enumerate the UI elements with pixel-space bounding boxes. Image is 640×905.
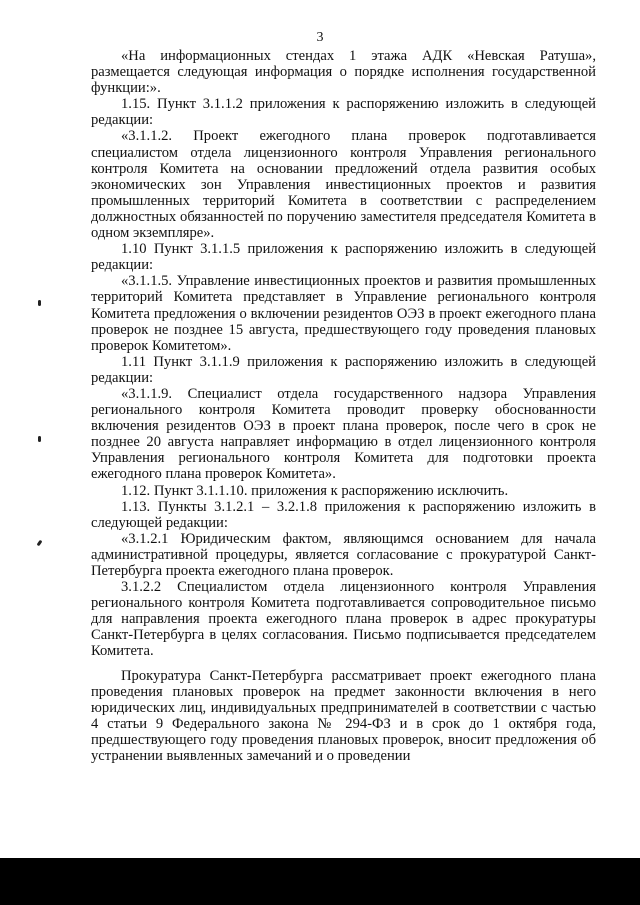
paragraph: 3.1.2.2 Специалистом отдела лицензионного контроля Управления регионального контроля Комитета подготавливается сопроводительное письмо для направления проекта ежегодного плана проверок в адрес прокуратуры Санкт-Петербурга в целях согласования. Письмо подписывается председателем Комитета. <box>91 579 596 660</box>
paragraph: «3.1.1.9. Специалист отдела государственного надзора Управления регионального контроля Комитета проводит проверку обоснованности включения резидентов ОЭЗ в проект плана проверок, после чего в срок не позднее 20 августа направляет информацию в отдел лицензионного контроля Управления регионального контроля Комитета для подготовки проекта ежегодного плана проверок Комитета». <box>91 385 596 483</box>
paragraph: 1.10 Пункт 3.1.1.5 приложения к распоряжению изложить в следующей редакции: <box>91 241 596 274</box>
paragraph: 1.12. Пункт 3.1.1.10. приложения к распоряжению исключить. <box>121 482 509 499</box>
paragraph: «На информационных стендах 1 этажа АДК «Невская Ратуша», размещается следующая информация о порядке исполнения государственной функции:». <box>91 48 596 97</box>
paragraph: «3.1.1.2. Проект ежегодного плана проверок подготавливается специалистом отдела лицензионного контроля Управления регионального контроля Комитета на основании предложений отдела развития особых экономических зон Управления инвестиционных проектов и развития промышленных территорий Комитета в соответствии с распределением должностных обязанностей по поручению заместителя председателя Комитета в одном экземпляре». <box>91 128 596 242</box>
paragraph: 1.15. Пункт 3.1.1.2 приложения к распоряжению изложить в следующей редакции: <box>91 96 596 129</box>
paragraph: Прокуратура Санкт-Петербурга рассматривает проект ежегодного плана проведения плановых проверок на предмет законности включения в него юридических лиц, индивидуальных предпринимателей в соответствии с частью 4 статьи 9 Федерального закона № 294-ФЗ и в срок до 1 октября года, предшествующего году проведения плановых проверок, вносит предложения об устранении выявленных замечаний и о проведении <box>91 667 596 765</box>
scan-mark <box>38 436 41 442</box>
paragraph: «3.1.1.5. Управление инвестиционных проектов и развития промышленных территорий Комитета представляет в Управление регионального контроля Комитета предложения о включении резидентов ОЭЗ в проект ежегодного плана проверок не позднее 15 августа, предшествующего году проведения плановых проверок Комитетом». <box>91 273 596 354</box>
document-body <box>91 48 596 764</box>
page-number: 3 <box>316 30 324 45</box>
paragraph: 1.13. Пункты 3.1.2.1 – 3.2.1.8 приложения к распоряжению изложить в следующей редакции: <box>91 498 596 531</box>
scan-mark <box>37 540 43 547</box>
paragraph: 1.11 Пункт 3.1.1.9 приложения к распоряжению изложить в следующей редакции: <box>91 353 596 386</box>
scan-mark <box>38 300 41 306</box>
scan-border <box>0 858 640 905</box>
paragraph: «3.1.2.1 Юридическим фактом, являющимся основанием для начала административной процедуры, является согласование с прокуратурой Санкт-Петербурга проекта ежегодного плана проверок. <box>91 530 596 579</box>
